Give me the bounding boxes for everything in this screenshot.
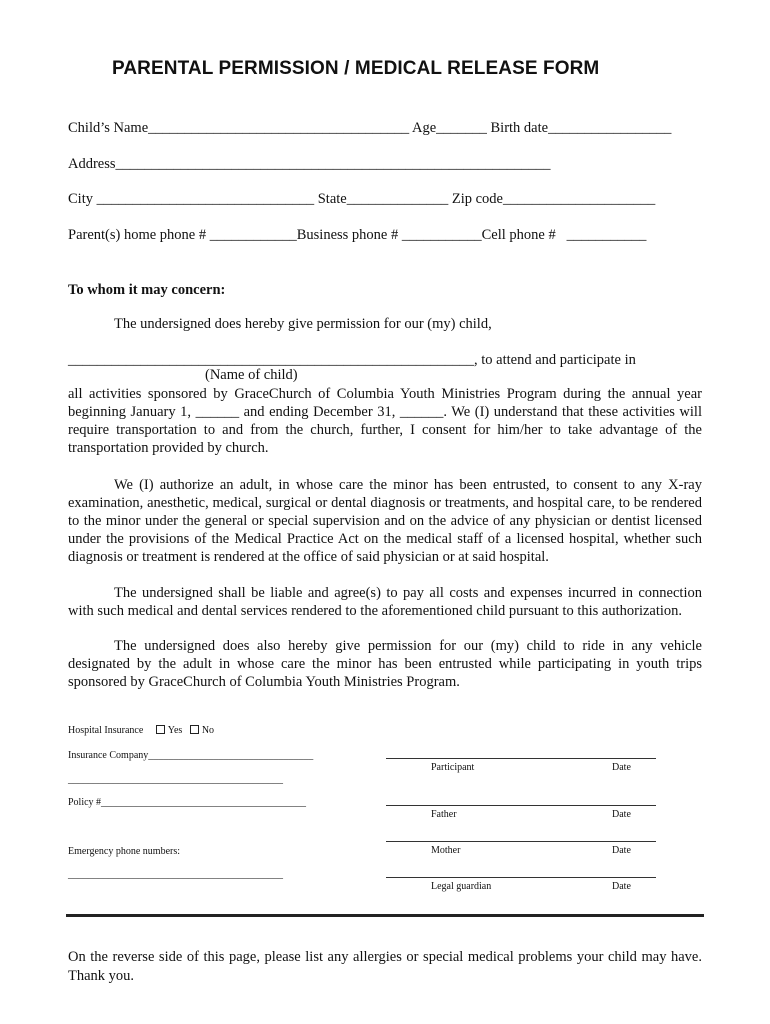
- insurance-company-extra-line[interactable]: ___________________________________________: [68, 774, 283, 785]
- address-line: Address____________________________________________________________: [68, 156, 551, 172]
- insurance-company-field[interactable]: Insurance Company_________________________________: [68, 750, 314, 761]
- policy-field[interactable]: Policy #_________________________________________: [68, 797, 307, 808]
- yes-label: Yes: [167, 725, 183, 736]
- name-of-child-label: (Name of child): [205, 367, 298, 383]
- participant-date-label: Date: [612, 762, 631, 773]
- hospital-insurance-row: [68, 725, 214, 736]
- activities-paragraph: all activities sponsored by GraceChurch of Columbia Youth Ministries Program during the annual year beginning January 1, ______ and ending December 31, ______. We (I) understand that these activities will require transportation to and from the church, further, I consent for him/her to take advantage of the transportation provided by church.: [68, 386, 702, 456]
- mother-signature-line[interactable]: [386, 841, 656, 842]
- phone-line: Parent(s) home phone # ____________Business phone # ___________Cell phone # ___________: [68, 227, 647, 243]
- section-divider: [66, 914, 704, 917]
- salutation: To whom it may concern:: [68, 282, 226, 298]
- city-state-zip-line: City ______________________________ State______________ Zip code_____________________: [68, 191, 656, 207]
- footer-note: On the reverse side of this page, please list any allergies or special medical problems your child may have. Thank you.: [68, 949, 702, 984]
- child-name-line: Child’s Name____________________________________ Age_______ Birth date_________________: [68, 120, 672, 136]
- no-checkbox[interactable]: [190, 725, 199, 734]
- authorization-paragraph: We (I) authorize an adult, in whose care the minor has been entrusted, to consent to any X-ray examination, anesthetic, medical, surgical or dental diagnosis or treatments, and hospital care, to be rendered to the minor under the general or special supervision and on the advice of any physician or dentist licensed under the provisions of the Medical Practice Act on the medical staff of a licensed hospital, whether such diagnosis or treatment is rendered at the office of said physician or at said hospital.: [68, 477, 702, 565]
- emergency-phone-label: Emergency phone numbers:: [68, 846, 181, 857]
- participant-signature-line[interactable]: [386, 758, 656, 759]
- vehicle-paragraph: The undersigned does also hereby give permission for our (my) child to ride in any vehicle designated by the adult in whose care the minor has been entrusted while participating in youth trips sponsored by GraceChurch of Columbia Youth Ministries Program.: [68, 638, 702, 690]
- child-name-blank-line: ________________________________________________________, to attend and participate in: [68, 352, 636, 368]
- guardian-signature-line[interactable]: [386, 877, 656, 878]
- form-title: PARENTAL PERMISSION / MEDICAL RELEASE FORM: [112, 58, 600, 79]
- hospital-insurance-label: Hospital Insurance: [68, 725, 144, 736]
- emergency-phone-line[interactable]: ___________________________________________: [68, 869, 283, 880]
- guardian-date-label: Date: [612, 881, 631, 892]
- no-label: No: [201, 725, 215, 736]
- mother-label: Mother: [431, 845, 461, 856]
- father-label: Father: [431, 809, 457, 820]
- yes-checkbox[interactable]: [156, 725, 165, 734]
- permission-intro: The undersigned does hereby give permission for our (my) child,: [114, 316, 492, 332]
- participant-label: Participant: [431, 762, 475, 773]
- guardian-label: Legal guardian: [431, 881, 492, 892]
- liability-paragraph: The undersigned shall be liable and agree(s) to pay all costs and expenses incurred in connection with such medical and dental services rendered to the aforementioned child pursuant to this authorization.: [68, 585, 702, 619]
- father-date-label: Date: [612, 809, 631, 820]
- mother-date-label: Date: [612, 845, 631, 856]
- father-signature-line[interactable]: [386, 805, 656, 806]
